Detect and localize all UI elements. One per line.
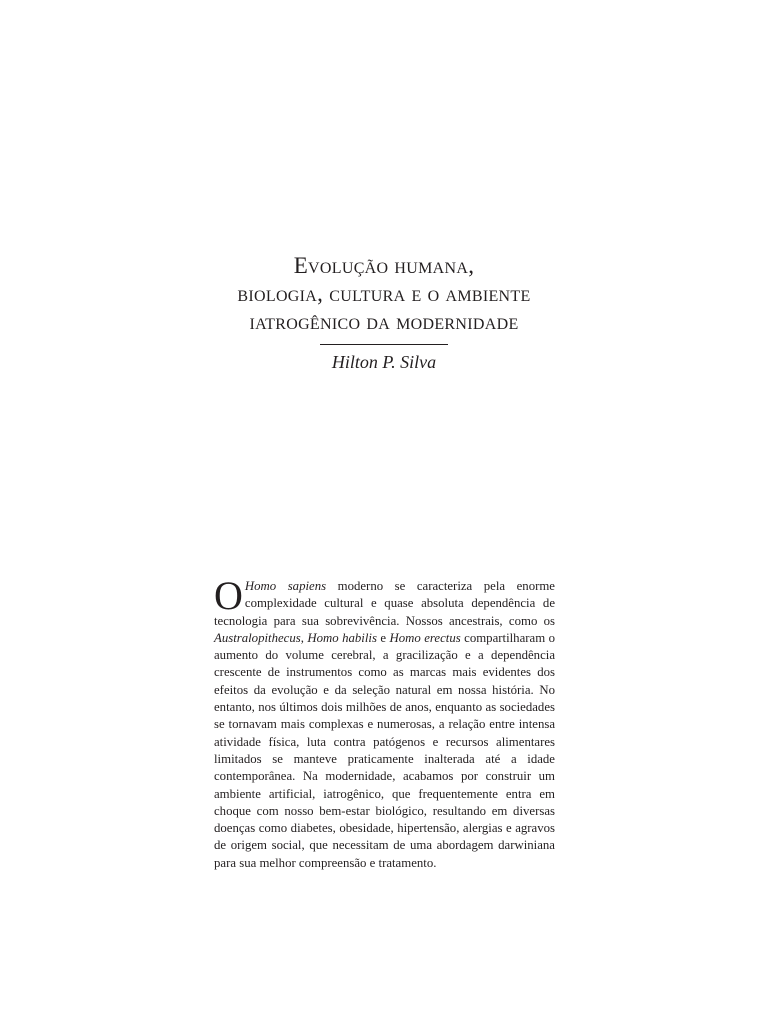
title-divider (320, 344, 448, 345)
chapter-title-line-1: Evolução humana, (293, 253, 475, 278)
chapter-title-line-2: biologia, cultura e o ambiente (237, 281, 531, 306)
abstract-paragraph (214, 573, 555, 872)
abstract-text: , (300, 630, 308, 645)
genus-name: Australopithecus (214, 630, 301, 645)
species-name: Homo sapiens (244, 579, 327, 593)
author-name: Hilton P. Silva (331, 352, 437, 372)
drop-cap-letter: O (214, 573, 243, 618)
abstract-text: moderno se caracteriza pela enorme complexidade cultural e quase absoluta dependência de tecnologia para sua sobrevivência. Nossos ancestrais, como os (214, 579, 555, 628)
abstract-text: e (376, 630, 390, 645)
species-name: Homo erectus (389, 630, 461, 645)
chapter-title-line-3: iatrogênico da modernidade (249, 309, 519, 334)
chapter-header (0, 252, 768, 373)
abstract-text: compartilharam o aumento do volume cerebral, a gracilização e a dependência crescente de instrumentos como as marcas mais evidentes dos efeitos da evolução e da seleção natural em nossa história. No entanto, nos últimos dois milhões de anos, enquanto as sociedades se tornavam mais complexas e numerosas, a relação entre intensa atividade física, luta contra patógenos e recursos alimentares limitados se manteve praticamente inalterada até a idade contemporânea. Na modernidade, acabamos por construir um ambiente artificial, iatrogênico, que frequentemente entra em choque com nosso bem-estar biológico, resultando em diversas doenças como diabetes, obesidade, hipertensão, alergias e agravos de origem social, que necessitam de uma abordagem darwiniana para sua melhor compreensão e tratamento. (214, 630, 555, 870)
species-name: Homo habilis (307, 630, 377, 645)
